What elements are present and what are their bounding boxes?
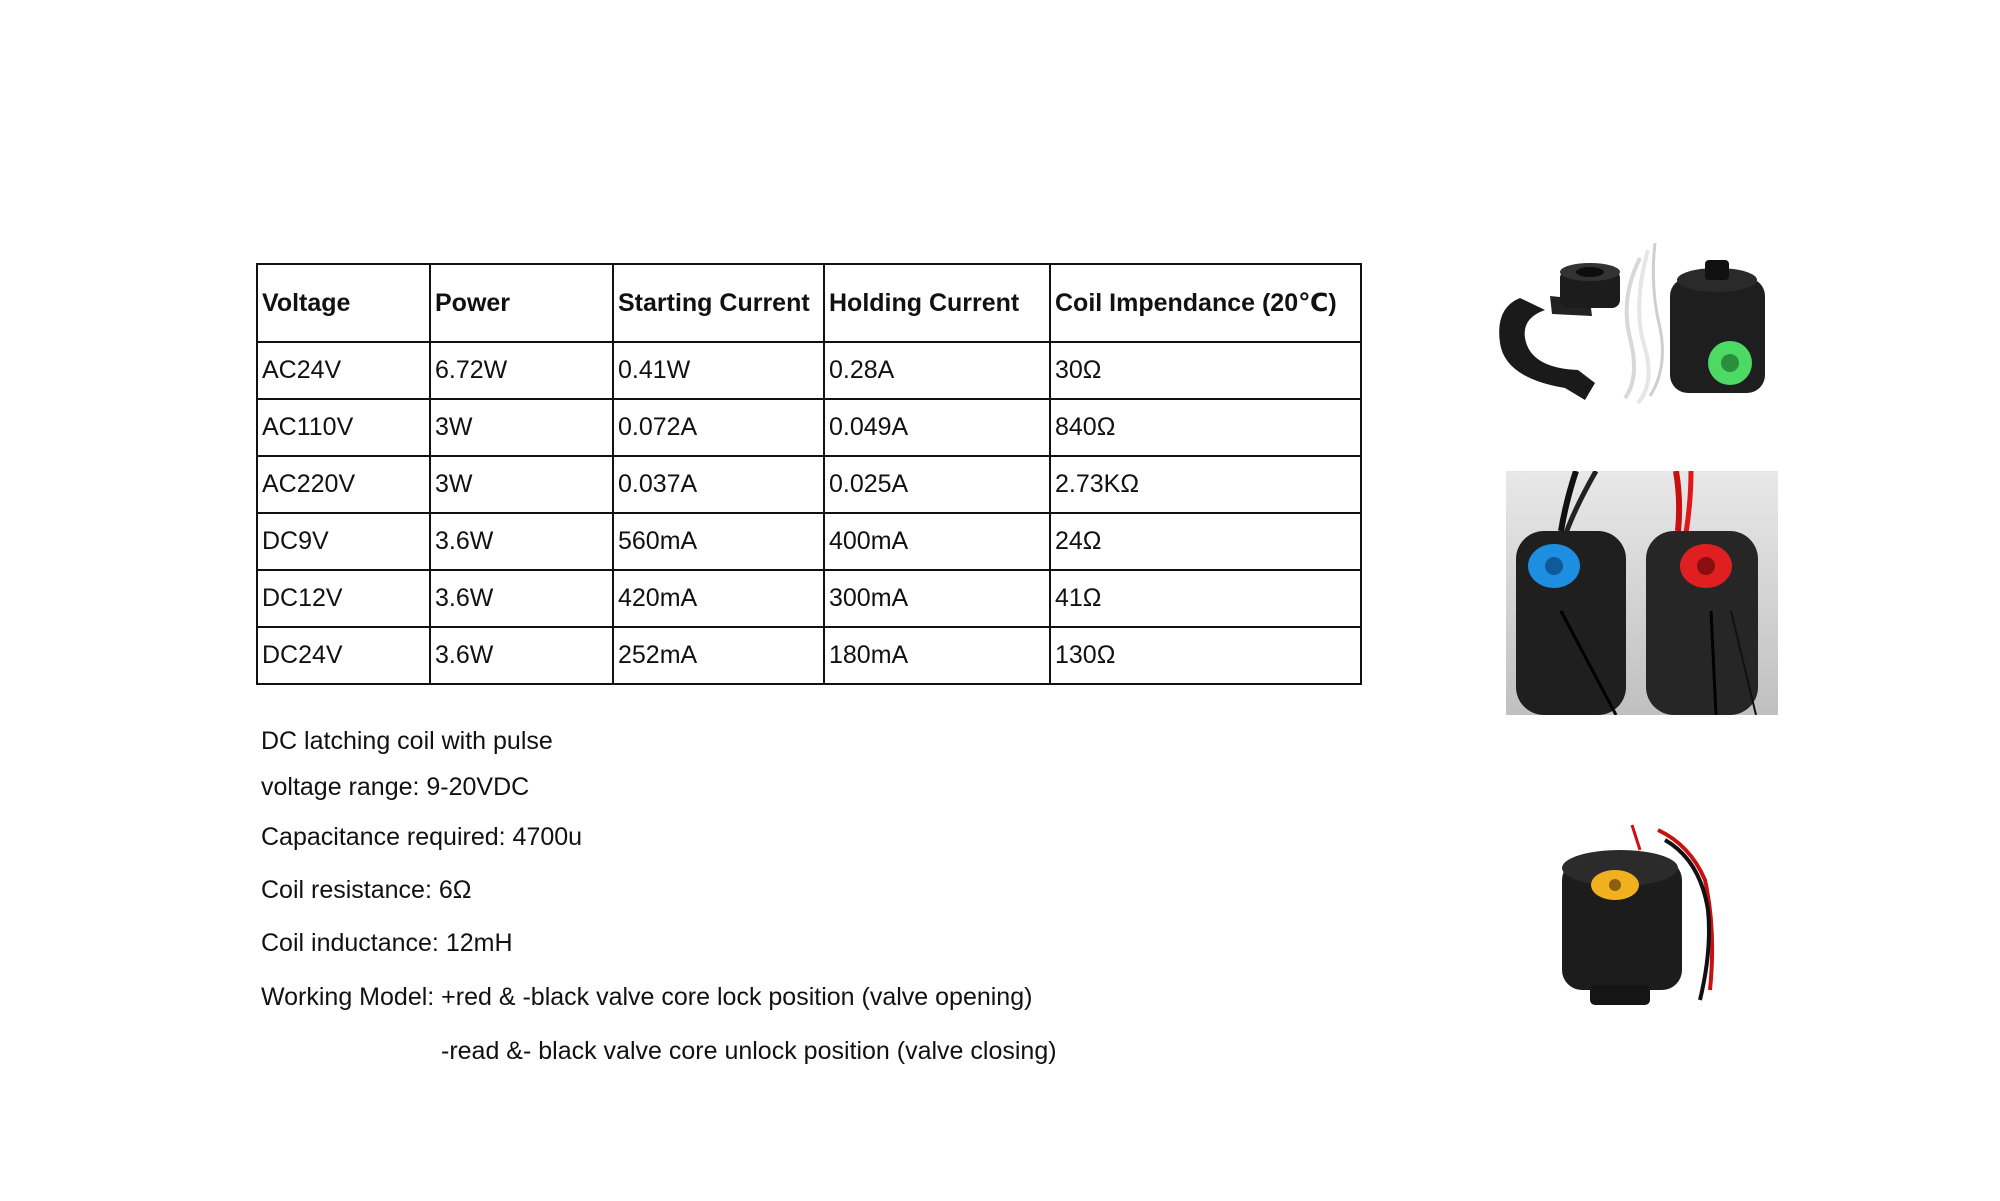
cell-coil-impedance: 840Ω (1050, 399, 1361, 456)
cell-starting-current: 420mA (613, 570, 824, 627)
coil-pair-photo (1506, 471, 1778, 715)
cell-voltage: DC12V (257, 570, 430, 627)
table-row (257, 456, 1361, 513)
cell-voltage: AC220V (257, 456, 430, 513)
cell-power: 3W (430, 456, 613, 513)
cell-power: 6.72W (430, 342, 613, 399)
cell-starting-current: 560mA (613, 513, 824, 570)
table-row (257, 342, 1361, 399)
cell-coil-impedance: 41Ω (1050, 570, 1361, 627)
header-power: Power (430, 264, 613, 342)
cell-starting-current: 252mA (613, 627, 824, 684)
cell-coil-impedance: 30Ω (1050, 342, 1361, 399)
note-voltage-range: voltage range: 9-20VDC (261, 773, 530, 801)
note-resistance: Coil resistance: 6Ω (261, 876, 472, 904)
cell-starting-current: 0.072A (613, 399, 824, 456)
cell-voltage: AC110V (257, 399, 430, 456)
table-row (257, 627, 1361, 684)
cell-starting-current: 0.037A (613, 456, 824, 513)
single-coil-photo (1540, 820, 1716, 1010)
cell-power: 3.6W (430, 570, 613, 627)
cell-starting-current: 0.41W (613, 342, 824, 399)
cell-power: 3.6W (430, 513, 613, 570)
cell-power: 3W (430, 399, 613, 456)
cell-coil-impedance: 24Ω (1050, 513, 1361, 570)
cell-holding-current: 400mA (824, 513, 1050, 570)
header-coil-impedance: Coil Impendance (20℃) (1050, 264, 1361, 342)
cell-holding-current: 0.025A (824, 456, 1050, 513)
header-starting-current: Starting Current (613, 264, 824, 342)
cell-voltage: AC24V (257, 342, 430, 399)
table-row (257, 399, 1361, 456)
table-row (257, 570, 1361, 627)
cell-holding-current: 0.049A (824, 399, 1050, 456)
cell-holding-current: 180mA (824, 627, 1050, 684)
header-voltage: Voltage (257, 264, 430, 342)
table-header-row (257, 264, 1361, 342)
cell-holding-current: 300mA (824, 570, 1050, 627)
note-working-model-2: -read &- black valve core unlock position (valve closing) (441, 1037, 1057, 1065)
cell-coil-impedance: 2.73KΩ (1050, 456, 1361, 513)
coil-kit-photo (1490, 238, 1780, 418)
cell-voltage: DC9V (257, 513, 430, 570)
note-inductance: Coil inductance: 12mH (261, 929, 513, 957)
note-capacitance: Capacitance required: 4700u (261, 823, 583, 851)
spec-table (256, 263, 1362, 685)
cell-holding-current: 0.28A (824, 342, 1050, 399)
table-row (257, 513, 1361, 570)
cell-voltage: DC24V (257, 627, 430, 684)
cell-coil-impedance: 130Ω (1050, 627, 1361, 684)
note-working-model-1: Working Model: +red & -black valve core lock position (valve opening) (261, 983, 1033, 1011)
header-holding-current: Holding Current (824, 264, 1050, 342)
note-latching: DC latching coil with pulse (261, 727, 553, 755)
cell-power: 3.6W (430, 627, 613, 684)
